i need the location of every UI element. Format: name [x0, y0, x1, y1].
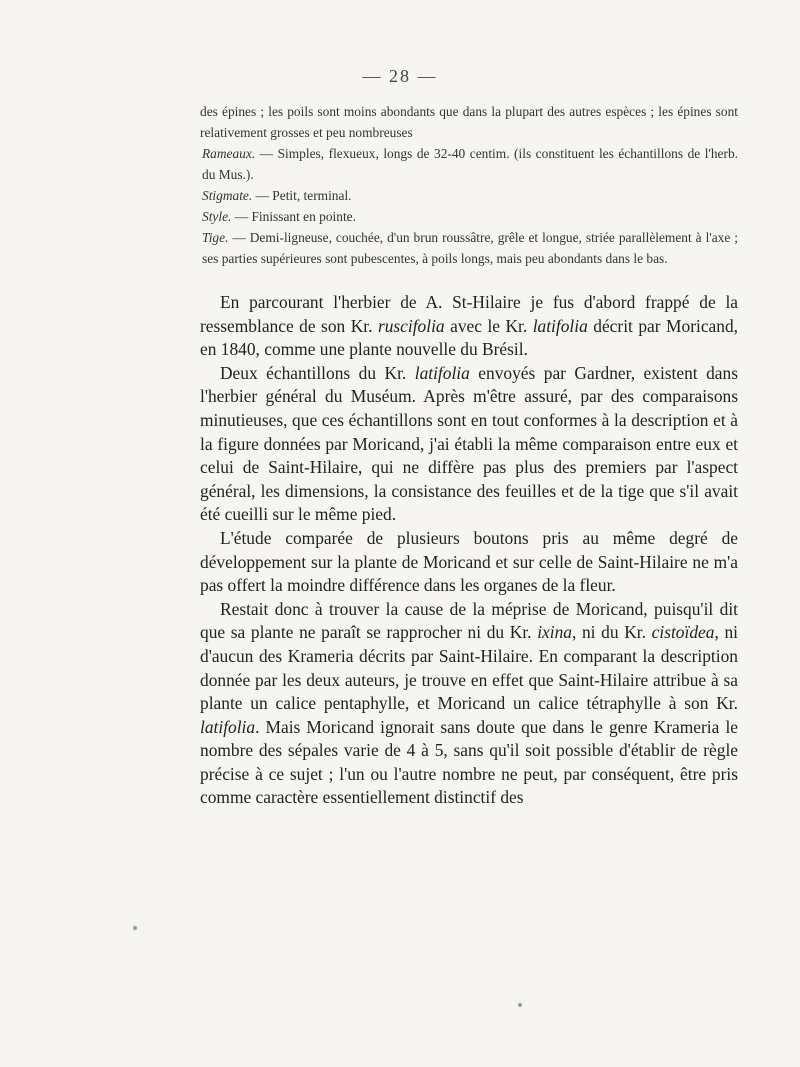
paragraph-2: [200, 362, 738, 527]
stigmate-label: Stigmate.: [202, 188, 253, 203]
p4-text-a: Restait donc à trouver la cause de la méprise de Moricand, puisqu'il dit que sa plante ne paraît se rapprocher ni du Kr.: [200, 598, 738, 643]
rameaux-entry: [200, 143, 738, 185]
p2-text-b: envoyés par Gardner, existent dans l'herbier général du Muséum. Après m'être assuré, par des comparaisons minutieuses, que ces échantillons sont en tout conformes à la description et à la figure données par Moricand, j'ai établi la même comparaison entre eux et celui de Saint-Hilaire, qui ne diffère pas plus des premiers par l'aspect général, les dimensions, la consistance des feuilles et de la tige que s'il avait été cueilli sur le même pied.: [200, 362, 738, 525]
paragraph-4: [200, 598, 738, 810]
paragraph-1: [200, 291, 738, 362]
paper-speck: [133, 926, 137, 930]
p1-italic-ruscifolia: ruscifolia: [377, 315, 445, 336]
rameaux-text: — Simples, flexueux, longs de 32-40 centim. (ils constituent les échantillons de l'herb. du Mus.).: [202, 146, 738, 182]
rameaux-label: Rameaux.: [202, 146, 256, 161]
style-label: Style.: [202, 209, 232, 224]
paper-speck: [518, 1003, 522, 1007]
p4-text-c: , ni d'aucun des Krameria décrits par Saint-Hilaire. En comparant la description donnée par les deux auteurs, je trouve en effet que Saint-Hilaire attribue à sa plante un calice pentaphylle, et Moricand un calice tétraphylle à son Kr.: [200, 622, 738, 714]
p1-text-b: avec le Kr.: [444, 315, 533, 336]
p2-italic-latifolia: latifolia: [414, 362, 470, 383]
p4-text-b: , ni du Kr.: [571, 622, 652, 643]
p4-text-d: . Mais Moricand ignorait sans doute que dans le genre Krameria le nombre des sépales varie de 4 à 5, sans qu'il soit possible d'établir de règle précise à ce sujet ; l'un ou l'autre nombre ne peut, par conséquent, être pris comme caractère essentiellement distinctif des: [200, 716, 738, 808]
p4-italic-ixina: ixina: [537, 622, 572, 643]
stigmate-entry: [200, 185, 738, 206]
p4-italic-cistoidea: cistoïdea: [651, 622, 715, 643]
tige-label: Tige.: [202, 230, 229, 245]
species-description-block: [200, 101, 738, 269]
p1-text-a: En parcourant l'herbier de A. St-Hilaire je fus d'abord frappé de la ressemblance de son Kr.: [200, 292, 738, 336]
tige-entry: [200, 227, 738, 269]
description-lead: des épines ; les poils sont moins abondants que dans la plupart des autres espèces ; les épines sont relativement grosses et peu nombreuses: [200, 104, 738, 140]
stigmate-text: — Petit, terminal.: [252, 188, 352, 203]
p1-italic-latifolia: latifolia: [532, 315, 588, 336]
p1-text-c: décrit par Moricand, en 1840, comme une plante nouvelle du Brésil.: [200, 315, 738, 360]
p4-italic-latifolia: latifolia: [200, 716, 256, 737]
page-number: — 28 —: [362, 66, 438, 86]
style-entry: [200, 206, 738, 227]
tige-text: — Demi-ligneuse, couchée, d'un brun roussâtre, grêle et longue, striée parallèlement à l'axe ; ses parties supérieures sont pubescentes, à poils longs, mais peu abondants dans le bas.: [202, 230, 738, 266]
paragraph-3: L'étude comparée de plusieurs boutons pris au même degré de développement sur la plante de Moricand et sur celle de Saint-Hilaire ne m'a pas offert la moindre différence dans les organes de la fleur.: [200, 527, 738, 596]
p2-text-a: Deux échantillons du Kr.: [220, 362, 415, 383]
style-text: — Finissant en pointe.: [231, 209, 356, 224]
main-body-text: [200, 291, 738, 810]
